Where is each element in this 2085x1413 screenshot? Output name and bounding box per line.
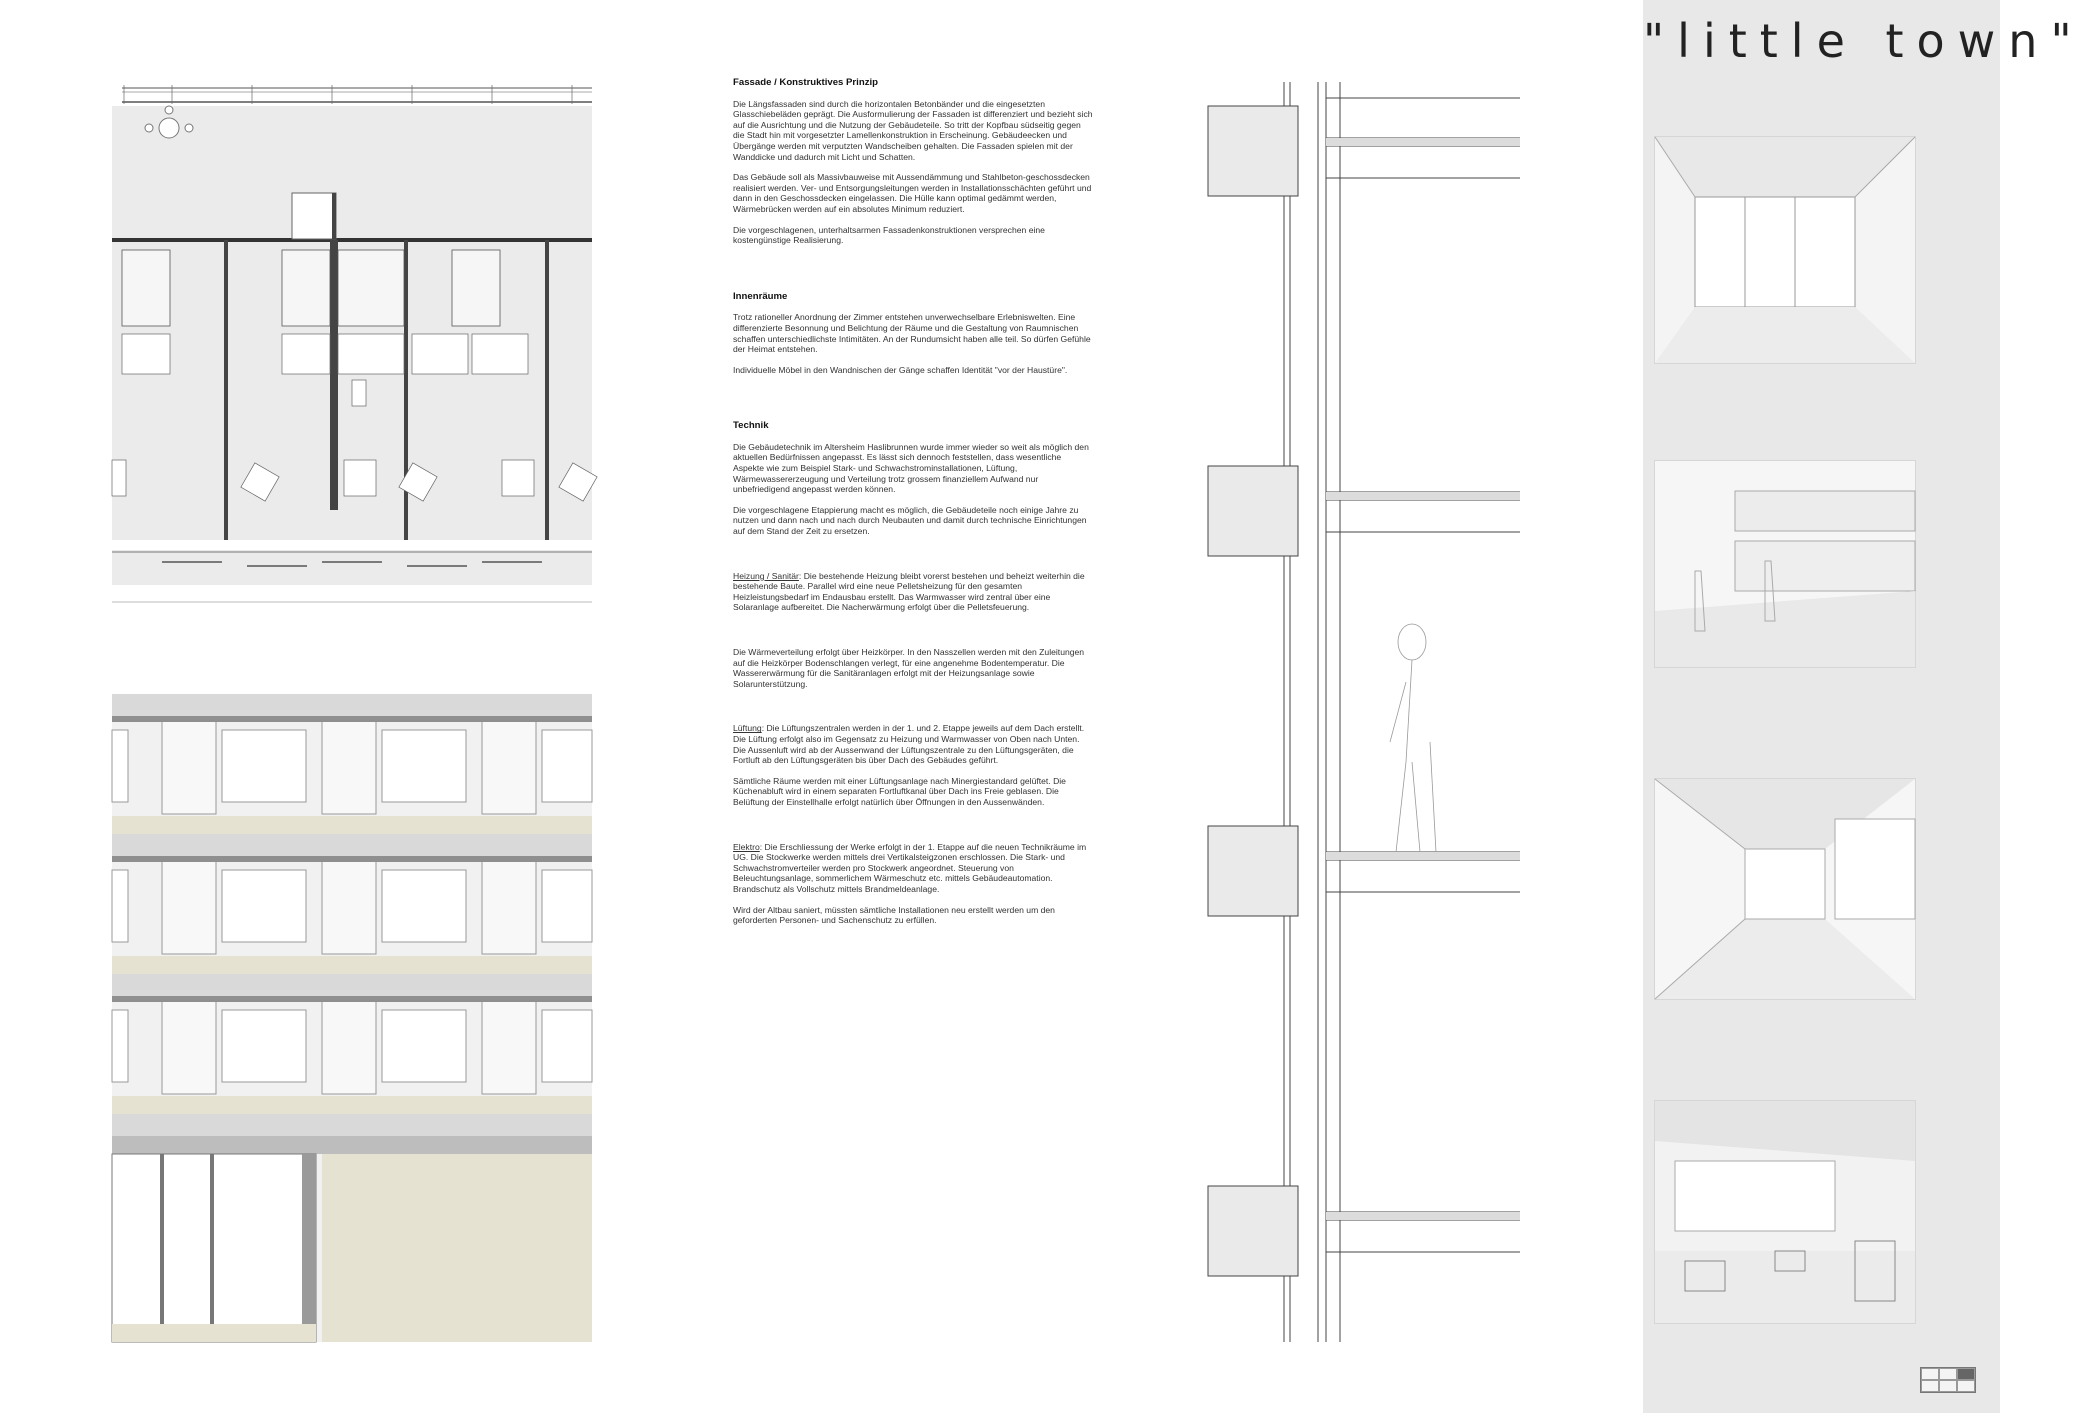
render-interior-room — [1655, 137, 1915, 363]
nav-cell-active — [1957, 1368, 1975, 1380]
nav-cell — [1957, 1380, 1975, 1392]
nav-cell — [1939, 1380, 1957, 1392]
nav-cell — [1921, 1368, 1939, 1380]
lueftung-paragraph-2: Sämtliche Räume werden mit einer Lüftungsanlage nach Minergiestandard gelüftet. Die Küchenabluft wird in einem separaten Fortluftkanal über Dach ins Freie geblasen. Die Belüftung der Einstellhalle erfolgt natürlich über Öffnungen in den Aussenwänden. — [733, 775, 1066, 807]
nav-cell — [1921, 1380, 1939, 1392]
fassade-paragraph-1: Die Längsfassaden sind durch die horizontalen Betonbänder und die eingesetzten Glasschiebeläden geprägt. Die Ausformulierung der Fassaden ist differenziert und bezieht sich auf die Ausrichtung und die Nutzung der Gebäudeteile. So tritt der Kopfbau südseitig gegen die Stadt hin mit vorgesetzter Lamellenkonstruktion in Erscheinung. Gebäudeecken und Übergänge werden mit verputzten Wandscheiben gehalten. Die Fassaden spielen mit der Wanddicke und dadurch mit Licht und Schatten. — [733, 98, 1093, 162]
heizung-text: : Die bestehende Heizung bleibt vorerst bestehen und beheizt weiterhin die bestehende Baute. Parallel wird eine neue Pelletsheizung für den gesamten Heizleistungsbedarf im Endausbau erstellt. Das Warmwasser wird zentral über eine Solaranlage aufbereitet. Die Nacherwärmung erfolgt über die Pelletsfeuerung. — [733, 570, 1085, 613]
heizung-paragraph — [733, 571, 1093, 613]
nav-cell — [1939, 1368, 1957, 1380]
waerme-paragraph: Die Wärmeverteilung erfolgt über Heizkörper. In den Nasszellen werden mit den Zuleitungen auf die Heizkörper Bodenschlangen verlegt, für eine angenehme Bodentemperatur. Die Wassererwärmung für die Sanitäranlagen erfolgt mit der Heizungsanlage sowie Solarunterstützung. — [733, 647, 1085, 689]
render-courtyard — [1655, 461, 1915, 667]
elektro-paragraph — [733, 842, 1093, 895]
lueftung-label: Lüftung — [733, 723, 762, 734]
description-text — [733, 78, 1093, 936]
render-image-1 — [1654, 136, 1916, 364]
page-navigator-icon — [1920, 1367, 1976, 1393]
technik-paragraph-2: Die vorgeschlagene Etappierung macht es möglich, die Gebäudeteile noch einige Jahre zu nutzen und dann nach und nach durch Neubauten und damit durch technische Einrichtungen auf dem Stand der Zeit zu ersetzen. — [733, 504, 1087, 537]
project-title: "little town" — [1643, 14, 2085, 68]
fassade-paragraph-3: Die vorgeschlagenen, unterhaltsarmen Fassadenkonstruktionen versprechen eine kostengünstige Realisierung. — [733, 224, 1045, 246]
render-lounge — [1655, 1101, 1915, 1323]
lueftung-text: : Die Lüftungszentralen werden in der 1. und 2. Etappe jeweils auf dem Dach erstellt. Die Lüftung erfolgt also im Gegensatz zu Heizung und Warmwasser von Oben nach Unten. Die Aussenluft wird ab der Aussenwand der Lüftungszentrale zu den Lüftungsgeräten, die Fortluft ab den Lüftungsgeräten bis über Dach des Gebäudes geführt. — [733, 723, 1085, 766]
heading-technik: Technik — [733, 420, 769, 432]
facade-elevation — [112, 694, 592, 1342]
elektro-text: : Die Erschliessung der Werke erfolgt in der 1. Etappe auf die neuen Technikräume im UG. Die Stockwerke werden mittels drei Vertikalsteigzonen erschlossen. Die Stark- und Schwachstromverteiler werden pro Stockwerk angeordnet. Steuerung von Beleuchtungsanlage, sommerlichem Wärmeschutz etc. mittels Gebäudeautomation. Brandschutz als Vollschutz mittels Brandmeldeanlage. — [733, 841, 1087, 894]
floor-plan — [112, 80, 592, 610]
render-image-3 — [1654, 778, 1916, 1000]
technik-paragraph-1: Die Gebäudetechnik im Altersheim Haslibrunnen wurde immer wieder so weit als möglich den aktuellen Bedürfnissen angepasst. Es lässt sich dennoch feststellen, dass wesentliche Aspekte wie zum Beispiel Stark- und Schwachstrominstallationen, Lüftung, Wärmewassererzeugung und Verteilung trotz grossem finanziellem Aufwand nur unbefriedigend angepasst werden können. — [733, 441, 1089, 495]
fassade-paragraph-2: Das Gebäude soll als Massivbauweise mit Aussendämmung und Stahlbeton-geschossdecken realisiert werden. Ver- und Entsorgungsleitungen werden in Installationsschächten geführt und dann in den Geschossdecken eingelassen. Die Hülle kann optimal gedämmt werden, Wärmebrücken werden auf ein absolutes Minimum reduziert. — [733, 172, 1092, 214]
heading-innenraeume: Innenräume — [733, 290, 788, 302]
render-image-2 — [1654, 460, 1916, 668]
innenraeume-paragraph-2: Individuelle Möbel in den Wandnischen der Gänge schaffen Identität "vor der Haustüre". — [733, 364, 1068, 375]
elektro-label: Elektro — [733, 841, 760, 852]
lueftung-paragraph — [733, 723, 1093, 765]
facade-section-drawing — [1200, 82, 1530, 1342]
heizung-label: Heizung / Sanitär — [733, 570, 799, 581]
innenraeume-paragraph-1: Trotz rationeller Anordnung der Zimmer entstehen unverwechselbare Erlebniswelten. Eine differenzierte Besonnung und Belichtung der Räume und die Gestaltung von Raumnischen schaffen unterschiedlichste Intimitäten. An der Rundumsicht haben alle teil. So dürfen Gefühle der Heimat entstehen. — [733, 312, 1091, 355]
render-image-4 — [1654, 1100, 1916, 1324]
heading-fassade: Fassade / Konstruktives Prinzip — [733, 77, 879, 88]
render-corridor — [1655, 779, 1915, 999]
altbau-paragraph: Wird der Altbau saniert, müssten sämtliche Installationen neu erstellt werden um den geforderten Personen- und Sachenschutz zu erfüllen. — [733, 904, 1055, 926]
